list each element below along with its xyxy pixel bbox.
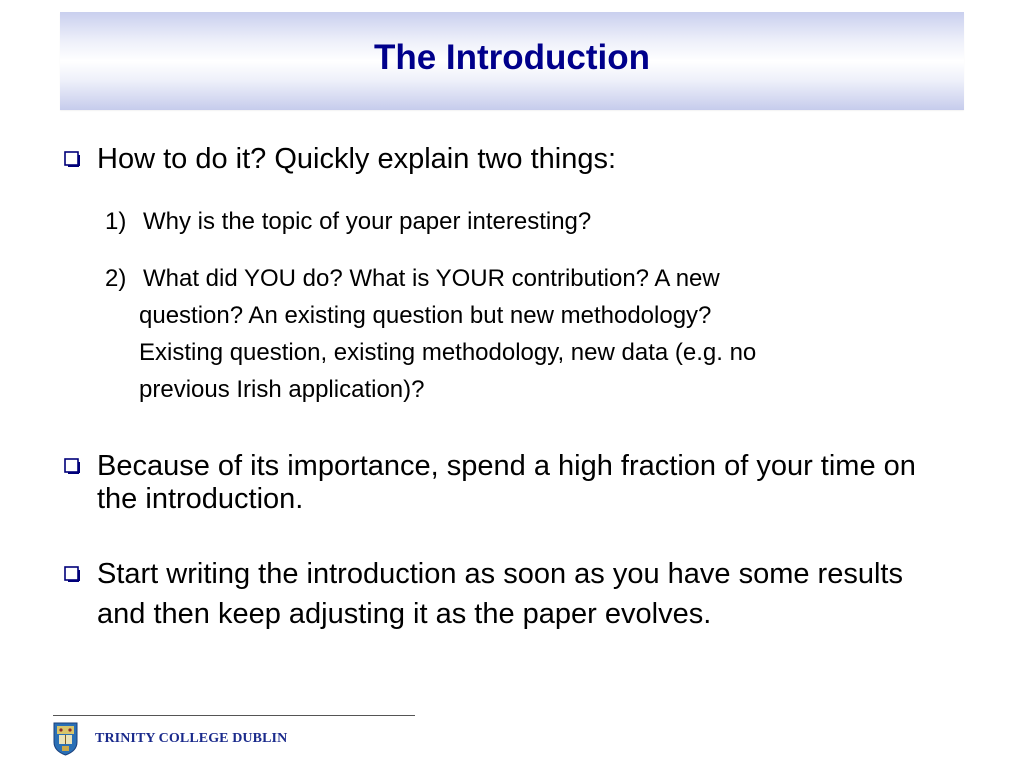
college-crest-icon: [53, 722, 78, 756]
bullet-item: [64, 450, 959, 516]
bullet-text: Because of its importance, spend a high fraction of your time on the introduction.: [97, 450, 916, 515]
sub-item-text-line: previous Irish application)?: [139, 376, 425, 403]
checkbox-square-icon: [64, 458, 82, 476]
sub-item: [105, 203, 965, 240]
footer-institution: TRINITY COLLEGE DUBLIN: [95, 731, 288, 746]
bullet-text: Start writing the introduction as soon as you have some results and then keep adjusting it as the paper evolves.: [97, 558, 903, 630]
sub-item-text-line: Existing question, existing methodology, new data (e.g. no: [139, 339, 757, 366]
bullet-item: [64, 558, 959, 634]
sub-item-text: Why is the topic of your paper interesting?: [143, 208, 592, 235]
bullet-item: [64, 143, 964, 176]
bullet-text: How to do it? Quickly explain two things:: [97, 143, 617, 175]
checkbox-square-icon: [64, 566, 82, 584]
footer-divider: [53, 715, 415, 716]
sub-item-number: 2): [105, 265, 127, 292]
title-banner: [60, 12, 964, 110]
slide-title: The Introduction: [373, 38, 651, 77]
sub-item-text-line: question? An existing question but new methodology?: [139, 302, 712, 329]
sub-item-number: 1): [105, 208, 127, 235]
sub-item: [105, 260, 985, 408]
sub-item-text-line: What did YOU do? What is YOUR contribution? A new: [143, 265, 720, 292]
checkbox-square-icon: [64, 151, 82, 169]
